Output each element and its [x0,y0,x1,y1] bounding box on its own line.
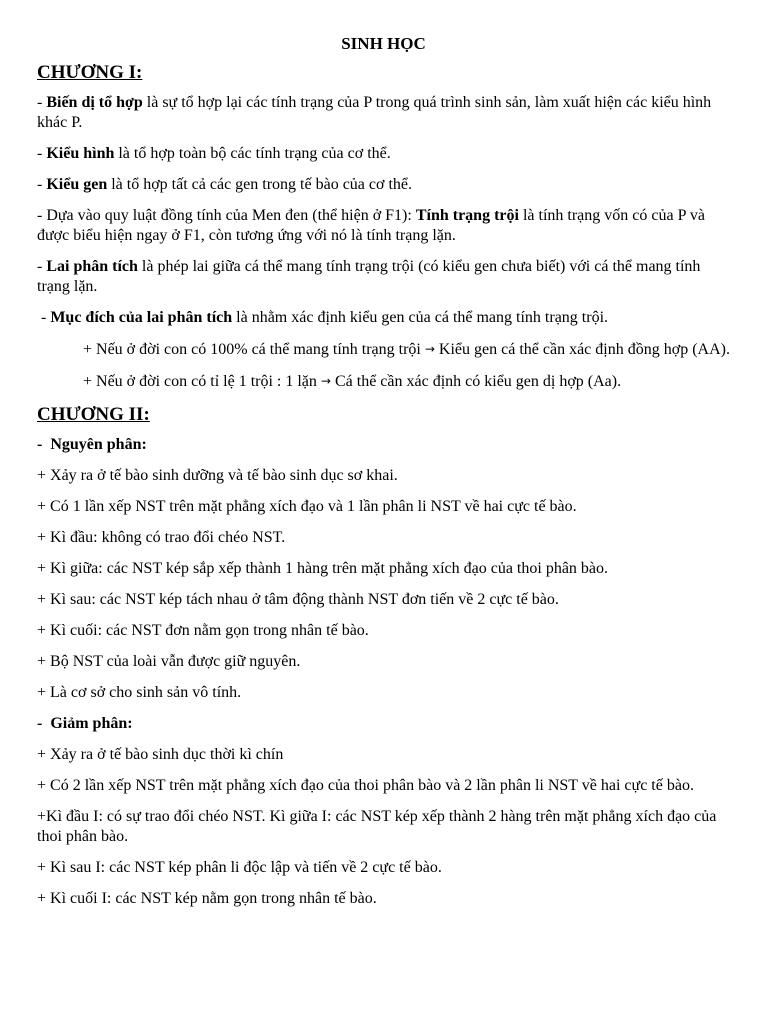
list-item: + Kì sau I: các NST kép phân li độc lập và tiến về 2 cực tế bào. [37,859,442,876]
case-heterozygous [37,371,730,392]
term-kieu-hinh: Kiểu hình [46,145,115,162]
subheading-lead: - [37,436,51,453]
paragraph-lead: - [37,258,47,275]
paragraph-text: + Nếu ở đời con có tỉ lệ 1 trội : 1 lặn [83,373,321,390]
subheading-nguyen-phan [37,435,730,455]
paragraph-text: Kiểu gen cá thể cần xác định đồng hợp (AA). [434,341,730,358]
list-item: + Xảy ra ở tế bào sinh dưỡng và tế bào sinh dục sơ khai. [37,467,398,484]
list-item: + Là cơ sở cho sinh sản vô tính. [37,684,242,701]
paragraph-text: là nhằm xác định kiểu gen của cá thể mang tính trạng trội. [232,309,609,326]
subheading-title: Nguyên phân: [50,436,147,453]
paragraph-lead: - [37,309,51,326]
list-item: + Kì giữa: các NST kép sắp xếp thành 1 hàng trên mặt phẳng xích đạo của thoi phân bào. [37,560,609,577]
paragraph-kieu-hinh [37,144,730,164]
paragraph-text: là phép lai giữa cá thể mang tính trạng trội (có kiểu gen chưa biết) với cá thể mang tính trạng lặn. [37,258,701,295]
paragraph-lead: - [37,145,47,162]
paragraph-lai-phan-tich [37,257,730,297]
term-tinh-trang-troi: Tính trạng trội [415,207,519,224]
list-item: + Kì đầu: không có trao đổi chéo NST. [37,529,286,546]
list-item: +Kì đầu I: có sự trao đổi chéo NST. Kì giữa I: các NST kép xếp thành 2 hàng trên mặt phẳng xích đạo của thoi phân bào. [37,808,717,845]
chapter-2-heading: CHƯƠNG II: [37,404,150,425]
term-kieu-gen: Kiểu gen [46,176,108,193]
arrow-icon: → [424,342,435,356]
list-item: + Có 2 lần xếp NST trên mặt phẳng xích đạo của thoi phân bào và 2 lần phân li NST về hai cực tế bào. [37,777,694,794]
document-title: SINH HỌC [341,34,426,53]
term-bien-di-to-hop: Biến dị tổ hợp [46,94,143,111]
list-item: + Bộ NST của loài vẫn được giữ nguyên. [37,653,301,670]
arrow-icon: → [320,374,331,388]
term-lai-phan-tich: Lai phân tích [46,258,138,275]
list-item: + Kì cuối: các NST đơn nằm gọn trong nhân tế bào. [37,622,369,639]
case-homozygous [37,339,730,360]
paragraph-text: là tổ hợp toàn bộ các tính trạng của cơ thể. [114,145,391,162]
paragraph-lead: - [37,176,47,193]
subheading-title: Giảm phân: [50,715,133,732]
list-item: + Kì sau: các NST kép tách nhau ở tâm động thành NST đơn tiến về 2 cực tế bào. [37,591,559,608]
term-muc-dich-lai-phan-tich: Mục đích của lai phân tích [50,309,233,326]
paragraph-bien-di-to-hop [37,93,730,133]
document-body [37,33,730,920]
paragraph-text: là tính trạng vốn có của P và được biểu hiện ngay ở F1, còn tương ứng với nó là tính trạng lặn. [37,207,705,244]
list-item: + Kì cuối I: các NST kép nằm gọn trong nhân tế bào. [37,890,377,907]
paragraph-tinh-trang-troi [37,206,730,246]
paragraph-text: là sự tổ hợp lại các tính trạng của P trong quá trình sinh sản, làm xuất hiện các kiểu hình khác P. [37,94,712,131]
paragraph-text: + Nếu ở đời con có 100% cá thể mang tính trạng trội [83,341,425,358]
paragraph-text: là tổ hợp tất cả các gen trong tế bào của cơ thể. [107,176,413,193]
subheading-lead: - [37,715,51,732]
list-item: + Có 1 lần xếp NST trên mặt phẳng xích đạo và 1 lần phân li NST về hai cực tế bào. [37,498,577,515]
paragraph-muc-dich [37,308,730,328]
list-item: + Xảy ra ở tế bào sinh dục thời kì chín [37,746,284,763]
chapter-1-heading: CHƯƠNG I: [37,62,143,83]
paragraph-kieu-gen [37,175,730,195]
paragraph-text: Cá thể cần xác định có kiểu gen dị hợp (Aa). [330,373,622,390]
subheading-giam-phan [37,714,730,734]
paragraph-text: - Dựa vào quy luật đồng tính của Men đen (thể hiện ở F1): [37,207,416,224]
paragraph-lead: - [37,94,47,111]
